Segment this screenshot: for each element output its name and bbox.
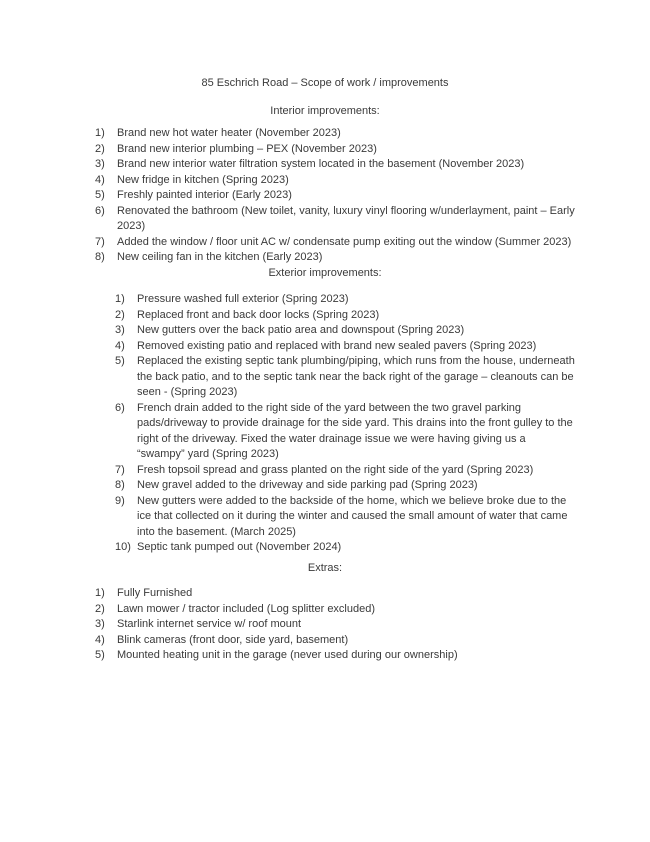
list-item-text: Freshly painted interior (Early 2023)	[117, 189, 292, 201]
list-item-text: Replaced front and back door locks (Spring 2023)	[137, 308, 380, 321]
interior-improvements-list	[95, 126, 576, 266]
list-item-text: Brand new hot water heater (November 2023)	[117, 127, 341, 139]
list-item	[95, 173, 576, 189]
list-item-text: Starlink internet service w/ roof mount	[117, 618, 302, 630]
section-heading-interior: Interior improvements:	[270, 104, 380, 117]
list-item	[115, 339, 576, 355]
list-item-number: 7)	[95, 235, 105, 248]
list-item-number: 3)	[95, 158, 105, 170]
list-item-text: Replaced the existing septic tank plumbing/piping, which runs from the house, underneath the back patio, and to the septic tank near the back right of the garage – cleanouts can be seen - (Spring 2023)	[137, 355, 575, 398]
list-item-text: New gutters were added to the backside of the home, which we believe broke due to the ice that collected on it during the winter and caused the small amount of water that came into the basement. (March 2025)	[137, 494, 568, 538]
list-item-number: 2)	[95, 142, 105, 155]
section-heading-extras: Extras:	[307, 561, 343, 574]
list-item-text: Pressure washed full exterior (Spring 2023)	[137, 293, 349, 305]
list-item	[115, 494, 576, 541]
list-item	[95, 617, 576, 633]
list-item-text: Brand new interior water filtration system located in the basement (November 2023)	[117, 158, 525, 170]
list-item-text: Blink cameras (front door, side yard, basement)	[117, 633, 349, 646]
list-item-number: 7)	[115, 463, 125, 476]
list-item-number: 9)	[115, 494, 125, 507]
list-item	[115, 540, 576, 556]
list-item-number: 4)	[95, 173, 105, 186]
list-item	[115, 463, 576, 479]
list-item	[115, 323, 576, 339]
list-item	[95, 157, 576, 173]
list-item	[95, 250, 576, 266]
list-item-text: New gravel added to the driveway and side parking pad (Spring 2023)	[137, 479, 478, 491]
list-item-text: Fresh topsoil spread and grass planted on the right side of the yard (Spring 2023)	[137, 463, 534, 476]
list-item	[95, 204, 576, 235]
list-item	[95, 633, 576, 649]
section-interior-improvements	[0, 104, 650, 266]
list-item	[95, 235, 576, 251]
list-item-text: Septic tank pumped out (November 2024)	[137, 541, 342, 553]
section-extras	[0, 561, 650, 664]
list-item	[95, 648, 576, 664]
list-item-number: 1)	[95, 587, 105, 599]
list-item-number: 3)	[115, 324, 125, 336]
list-item	[115, 292, 576, 308]
document-title: 85 Eschrich Road – Scope of work / improvements	[201, 77, 449, 89]
section-heading-exterior: Exterior improvements:	[268, 266, 382, 279]
extras-list	[95, 586, 576, 664]
list-item-text: New gutters over the back patio area and downspout (Spring 2023)	[137, 324, 465, 336]
list-item-text: Lawn mower / tractor included (Log splitter excluded)	[117, 602, 376, 615]
list-item-number: 1)	[95, 127, 105, 139]
list-item-number: 1)	[115, 293, 125, 305]
list-item-number: 4)	[95, 633, 105, 646]
exterior-improvements-list	[115, 292, 576, 556]
list-item-number: 6)	[95, 204, 105, 217]
list-item-number: 10)	[115, 541, 131, 553]
list-item-number: 3)	[95, 618, 105, 630]
list-item-number: 4)	[115, 339, 125, 352]
list-item	[115, 308, 576, 324]
list-item	[95, 188, 576, 204]
list-item-text: Fully Furnished	[117, 587, 193, 599]
list-item	[95, 126, 576, 142]
list-item-text: French drain added to the right side of the yard between the two gravel parking pads/driveway to provide drainage for the side yard. This drains into the front gulley to the right of the driveway. Fixed the water drainage issue we were having giving us a “swampy” yard (Spring 2023)	[137, 401, 573, 460]
list-item	[95, 142, 576, 158]
list-item-number: 8)	[115, 479, 125, 491]
list-item-text: Brand new interior plumbing – PEX (November 2023)	[117, 142, 377, 155]
section-exterior-improvements	[0, 266, 650, 556]
list-item-number: 5)	[95, 649, 105, 661]
list-item-number: 5)	[115, 355, 125, 367]
list-item-number: 5)	[95, 189, 105, 201]
list-item	[115, 354, 576, 401]
list-item-number: 2)	[115, 308, 125, 321]
list-item-text: Renovated the bathroom (New toilet, vanity, luxury vinyl flooring w/underlayment, paint – Early 2023)	[117, 204, 575, 232]
list-item	[95, 602, 576, 618]
list-item-text: New ceiling fan in the kitchen (Early 2023)	[117, 251, 323, 263]
list-item-text: Removed existing patio and replaced with brand new sealed pavers (Spring 2023)	[137, 339, 537, 352]
list-item	[115, 401, 576, 463]
list-item-text: New fridge in kitchen (Spring 2023)	[117, 173, 289, 186]
list-item	[95, 586, 576, 602]
list-item	[115, 478, 576, 494]
list-item-number: 6)	[115, 401, 125, 414]
list-item-number: 8)	[95, 251, 105, 263]
list-item-text: Added the window / floor unit AC w/ condensate pump exiting out the window (Summer 2023)	[117, 235, 572, 248]
list-item-number: 2)	[95, 602, 105, 615]
list-item-text: Mounted heating unit in the garage (never used during our ownership)	[117, 649, 458, 661]
